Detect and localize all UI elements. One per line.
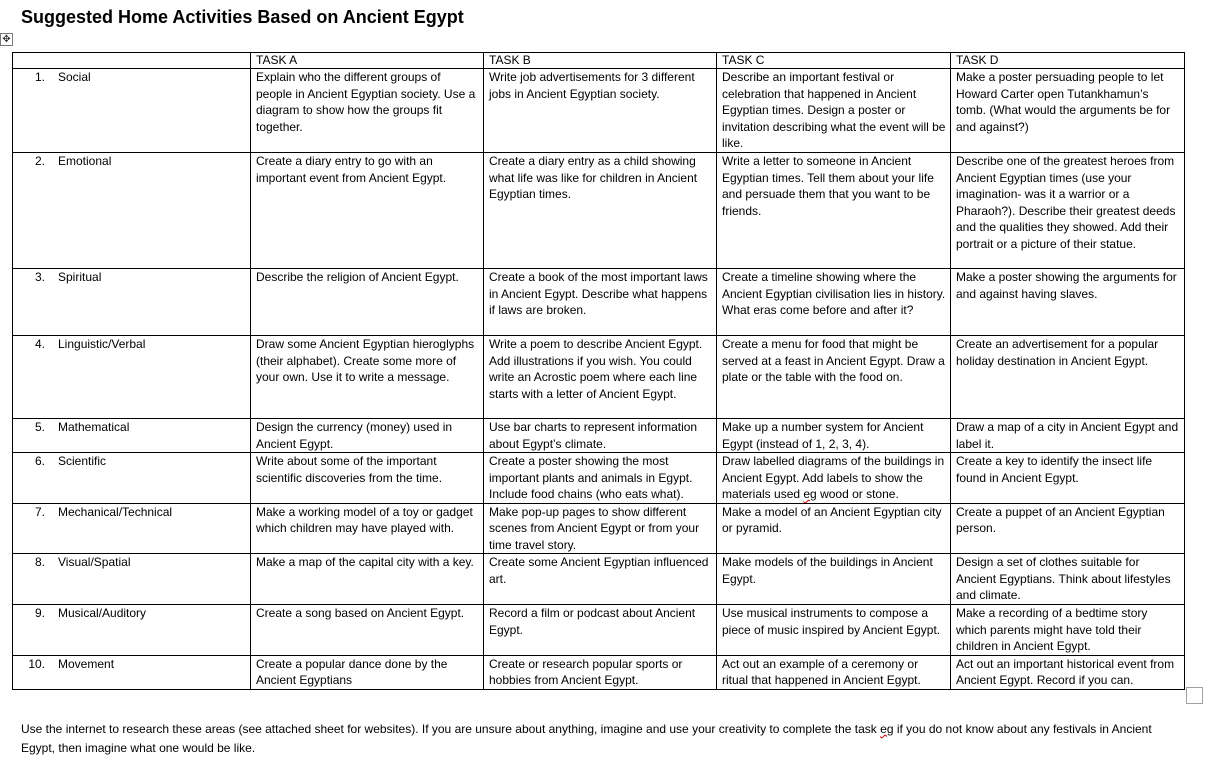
category-cell[interactable]: [13, 336, 251, 419]
task-c-text-end: wood or stone.: [816, 487, 899, 501]
table-row: [13, 153, 1185, 269]
category-label: Scientific: [58, 454, 107, 468]
category-label: Musical/Auditory: [58, 606, 147, 620]
header-row: [13, 53, 1185, 69]
task-c-cell[interactable]: Make a model of an Ancient Egyptian city or pyramid.: [717, 503, 951, 554]
task-d-cell[interactable]: Create a puppet of an Ancient Egyptian person.: [951, 503, 1185, 554]
task-b-cell[interactable]: Make pop-up pages to show different scenes from Ancient Egypt or from your time travel story.: [484, 503, 717, 554]
task-a-cell[interactable]: Create a popular dance done by the Ancient Egyptians: [251, 655, 484, 689]
category-label: Linguistic/Verbal: [58, 337, 146, 351]
row-number: 1.: [34, 70, 45, 84]
task-c-cell[interactable]: Create a timeline showing where the Ancient Egyptian civilisation lies in history. What eras come before and after it?: [717, 269, 951, 336]
task-a-cell[interactable]: Make a map of the capital city with a key.: [251, 554, 484, 605]
category-label: Mathematical: [58, 420, 130, 434]
category-cell[interactable]: [13, 419, 251, 453]
category-cell[interactable]: [13, 453, 251, 504]
task-c-cell[interactable]: Make models of the buildings in Ancient Egypt.: [717, 554, 951, 605]
row-number: 4.: [34, 337, 45, 351]
task-d-cell[interactable]: Make a poster showing the arguments for and against having slaves.: [951, 269, 1185, 336]
activities-table: [12, 52, 1185, 690]
table-resize-handle-icon[interactable]: [1186, 687, 1203, 704]
row-number: 9.: [34, 606, 45, 620]
task-d-cell[interactable]: Create an advertisement for a popular holiday destination in Ancient Egypt.: [951, 336, 1185, 419]
task-b-cell[interactable]: Use bar charts to represent information about Egypt’s climate.: [484, 419, 717, 453]
task-b-cell[interactable]: Create a book of the most important laws in Ancient Egypt. Describe what happens if laws are broken.: [484, 269, 717, 336]
task-b-cell[interactable]: Create a diary entry as a child showing what life was like for children in Ancient Egyptian times.: [484, 153, 717, 269]
task-a-cell[interactable]: Create a song based on Ancient Egypt.: [251, 605, 484, 656]
task-c-cell[interactable]: Write a letter to someone in Ancient Egyptian times. Tell them about your life and persuade them that you want to be friends.: [717, 153, 951, 269]
row-number: 5.: [34, 420, 45, 434]
category-label: Visual/Spatial: [58, 555, 131, 569]
table-row: [13, 655, 1185, 689]
document-title: Suggested Home Activities Based on Ancient Egypt: [21, 7, 464, 27]
header-category-cell[interactable]: [13, 53, 251, 69]
category-cell[interactable]: [13, 503, 251, 554]
table-row: [13, 419, 1185, 453]
table-row: [13, 336, 1185, 419]
task-a-cell[interactable]: Draw some Ancient Egyptian hieroglyphs (their alphabet). Create some more of your own. Use it to write a message.: [251, 336, 484, 419]
task-c-cell[interactable]: Act out an example of a ceremony or ritual that happened in Ancient Egypt.: [717, 655, 951, 689]
category-cell[interactable]: [13, 153, 251, 269]
task-c-cell[interactable]: Use musical instruments to compose a piece of music inspired by Ancient Egypt.: [717, 605, 951, 656]
category-cell[interactable]: [13, 605, 251, 656]
header-task-b[interactable]: TASK B: [484, 53, 717, 69]
category-cell[interactable]: [13, 69, 251, 153]
task-c-text: Draw labelled diagrams of the buildings in Ancient Egypt. Add labels to show the materials used: [722, 454, 945, 501]
task-a-cell[interactable]: Describe the religion of Ancient Egypt.: [251, 269, 484, 336]
task-d-cell[interactable]: Design a set of clothes suitable for Ancient Egyptians. Think about lifestyles and climate.: [951, 554, 1185, 605]
task-c-cell[interactable]: Describe an important festival or celebration that happened in Ancient Egyptian times. Design a poster or invitation describing what the event will be like.: [717, 69, 951, 153]
header-task-a[interactable]: TASK A: [251, 53, 484, 69]
footer-text: Use the internet to research these areas (see attached sheet for websites). If you are unsure about anything, imagine and use your creativity to complete the task: [21, 722, 881, 736]
row-number: 10.: [28, 656, 45, 671]
task-d-cell[interactable]: Make a recording of a bedtime story which parents might have told their children in Ancient Egypt.: [951, 605, 1185, 656]
category-cell[interactable]: [13, 554, 251, 605]
category-label: Social: [58, 70, 91, 84]
row-number: 7.: [34, 504, 45, 519]
category-cell[interactable]: [13, 269, 251, 336]
task-a-cell[interactable]: Design the currency (money) used in Ancient Egypt.: [251, 419, 484, 453]
category-label: Movement: [58, 656, 115, 671]
task-c-cell[interactable]: Create a menu for food that might be served at a feast in Ancient Egypt. Draw a plate or the table with the food on.: [717, 336, 951, 419]
task-d-cell[interactable]: Act out an important historical event from Ancient Egypt. Record if you can.: [951, 655, 1185, 689]
task-a-cell[interactable]: Create a diary entry to go with an important event from Ancient Egypt.: [251, 153, 484, 269]
task-a-cell[interactable]: Write about some of the important scientific discoveries from the time.: [251, 453, 484, 504]
row-number: 6.: [34, 454, 45, 468]
task-c-cell[interactable]: [717, 453, 951, 504]
task-b-cell[interactable]: Record a film or podcast about Ancient Egypt.: [484, 605, 717, 656]
spelling-flagged-word[interactable]: eg: [803, 487, 817, 501]
task-c-cell[interactable]: Make up a number system for Ancient Egypt (instead of 1, 2, 3, 4).: [717, 419, 951, 453]
row-number: 3.: [34, 270, 45, 284]
task-d-cell[interactable]: Describe one of the greatest heroes from Ancient Egyptian times (use your imagination- was it a warrior or a Pharaoh?). Describe their greatest deeds and the qualities they showed. Add their portrait or a picture of their statue.: [951, 153, 1185, 269]
table-row: [13, 269, 1185, 336]
category-label: Spiritual: [58, 270, 102, 284]
spelling-flagged-word[interactable]: eg: [880, 722, 894, 736]
footer-text-end: if you do not know about any festivals in Ancient Egypt, then imagine what one would be like.: [21, 722, 1152, 755]
table-move-handle-icon[interactable]: ✥: [0, 33, 13, 46]
task-b-cell[interactable]: Create some Ancient Egyptian influenced art.: [484, 554, 717, 605]
table-row: [13, 605, 1185, 656]
footer-note: [21, 720, 1181, 758]
row-number: 8.: [34, 555, 45, 569]
task-a-cell[interactable]: Make a working model of a toy or gadget which children may have played with.: [251, 503, 484, 554]
task-d-cell[interactable]: Create a key to identify the insect life found in Ancient Egypt.: [951, 453, 1185, 504]
table-row: [13, 554, 1185, 605]
category-cell[interactable]: [13, 655, 251, 689]
header-task-d[interactable]: TASK D: [951, 53, 1185, 69]
table-row: [13, 503, 1185, 554]
task-b-cell[interactable]: Create or research popular sports or hobbies from Ancient Egypt.: [484, 655, 717, 689]
task-b-cell[interactable]: Write a poem to describe Ancient Egypt. Add illustrations if you wish. You could write an Acrostic poem where each line starts with a letter of Ancient Egypt.: [484, 336, 717, 419]
task-a-cell[interactable]: Explain who the different groups of people in Ancient Egyptian society. Use a diagram to show how the groups fit together.: [251, 69, 484, 153]
table-row: [13, 453, 1185, 504]
table-row: [13, 69, 1185, 153]
category-label: Emotional: [58, 154, 112, 168]
row-number: 2.: [34, 154, 45, 168]
task-d-cell[interactable]: Draw a map of a city in Ancient Egypt and label it.: [951, 419, 1185, 453]
header-task-c[interactable]: TASK C: [717, 53, 951, 69]
category-label: Mechanical/Technical: [58, 504, 173, 519]
task-b-cell[interactable]: Write job advertisements for 3 different jobs in Ancient Egyptian society.: [484, 69, 717, 153]
task-d-cell[interactable]: Make a poster persuading people to let Howard Carter open Tutankhamun’s tomb. (What would the arguments be for and against?): [951, 69, 1185, 153]
task-b-cell[interactable]: Create a poster showing the most important plants and animals in Egypt. Include food chains (who eats what).: [484, 453, 717, 504]
